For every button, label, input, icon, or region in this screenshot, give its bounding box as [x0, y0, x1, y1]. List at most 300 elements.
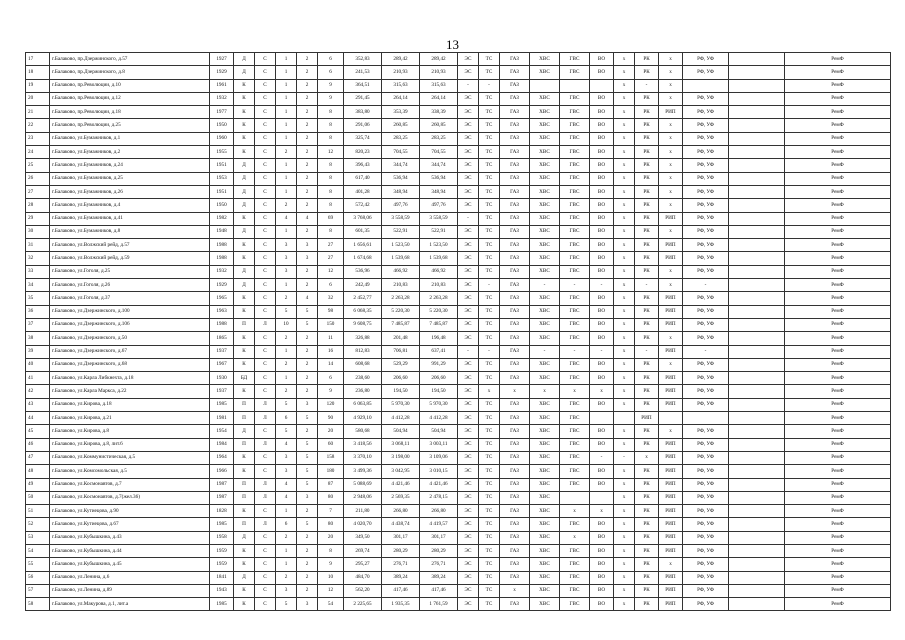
table-cell: х [659, 225, 683, 238]
table-cell: ЭС [458, 318, 479, 331]
table-cell: ВО [590, 438, 614, 451]
table-row [26, 292, 891, 305]
table-cell: 1981 [210, 412, 234, 425]
table-cell: 24 [26, 146, 50, 159]
table-cell: РИП [659, 598, 683, 611]
table-cell [729, 66, 785, 79]
table-cell: Л [255, 518, 276, 531]
table-cell: х [614, 438, 635, 451]
table-cell: ТС [479, 584, 500, 597]
table-cell: ГАЗ [500, 79, 530, 92]
table-cell: г.Балаково, ул.Макурова, д.1, лит.а [50, 598, 210, 611]
table-cell: 32 [26, 252, 50, 265]
table-cell: РК [635, 159, 659, 172]
table-cell: ГВС [560, 212, 590, 225]
table-cell: К [234, 345, 255, 358]
table-cell: 20 [318, 531, 344, 544]
table-cell: х [614, 425, 635, 438]
table-cell: 26 [26, 172, 50, 185]
table-cell: ТС [479, 478, 500, 491]
table-cell: 2 225,65 [344, 598, 382, 611]
table-cell: 4 [276, 491, 297, 504]
table-cell: 210,83 [382, 279, 420, 292]
table-cell: ХВС [530, 372, 560, 385]
table-cell: х [659, 425, 683, 438]
table-cell: 353,39 [382, 106, 420, 119]
table-cell: 389,24 [420, 571, 458, 584]
table-cell: ХВС [530, 212, 560, 225]
table-cell: РФ, УФ [683, 598, 729, 611]
table-cell: 7 [318, 505, 344, 518]
table-cell [729, 252, 785, 265]
table-cell: 280,29 [382, 544, 420, 557]
table-cell: РФ, УФ [683, 544, 729, 557]
table-cell [729, 212, 785, 225]
table-cell: г.Балаково, ул.Кубышкина, д.44 [50, 544, 210, 557]
table-cell: 20 [318, 425, 344, 438]
table-cell: ЭС [458, 265, 479, 278]
table-cell: х [614, 584, 635, 597]
table-cell: ЭС [458, 358, 479, 371]
table-cell: 2 [297, 172, 318, 185]
table-cell: 2 [297, 571, 318, 584]
table-cell: 295,27 [344, 558, 382, 571]
table-cell: РФ, УФ [683, 305, 729, 318]
table-cell: 497,76 [382, 199, 420, 212]
table-cell: РК [635, 265, 659, 278]
table-cell: ГАЗ [500, 332, 530, 345]
table-cell: РК [635, 239, 659, 252]
table-cell: РФ, УФ [683, 491, 729, 504]
table-cell: РК [635, 225, 659, 238]
table-cell: 1984 [210, 438, 234, 451]
table-cell: РК [635, 119, 659, 132]
table-cell: РФ, УФ [683, 252, 729, 265]
table-cell: С [255, 544, 276, 557]
table-cell: 120 [318, 398, 344, 411]
table-cell: РФ, УФ [683, 531, 729, 544]
table-cell: 27 [318, 252, 344, 265]
table-cell: РК [635, 53, 659, 66]
table-cell: 5 [297, 465, 318, 478]
table-cell: ГАЗ [500, 132, 530, 145]
table-cell: 1953 [210, 172, 234, 185]
table-cell: РемФ [785, 212, 891, 225]
table-cell: 5 970,30 [420, 398, 458, 411]
table-cell: 58 [26, 598, 50, 611]
table-cell: С [255, 279, 276, 292]
table-cell: 90 [318, 412, 344, 425]
table-cell: г.Балаково, ул.Кирова, д.18 [50, 398, 210, 411]
table-cell: РК [635, 252, 659, 265]
table-cell: 1988 [210, 252, 234, 265]
table-cell: РФ, УФ [683, 438, 729, 451]
table-cell: РФ, УФ [683, 212, 729, 225]
table-cell: 2 [297, 505, 318, 518]
table-cell: 1958 [210, 531, 234, 544]
table-cell: ВО [590, 465, 614, 478]
table-cell: 536,94 [382, 172, 420, 185]
table-cell: х [614, 505, 635, 518]
table-cell: 383,80 [344, 106, 382, 119]
table-cell: х [614, 185, 635, 198]
table-cell: РК [635, 491, 659, 504]
table-cell [560, 491, 590, 504]
table-cell: ВО [590, 106, 614, 119]
table-cell: г.Балаково, пр.Революции, д.25 [50, 119, 210, 132]
table-cell: 283,25 [382, 132, 420, 145]
table-cell: 1951 [210, 185, 234, 198]
table-cell: г.Балаково, ул.Дзержинского, д.100 [50, 305, 210, 318]
table-cell: г.Балаково, ул.Гоголя, д.26 [50, 279, 210, 292]
table-cell: ВО [590, 598, 614, 611]
table-cell: ХВС [530, 239, 560, 252]
table-cell: ХВС [530, 531, 560, 544]
table-cell: 4 419,57 [420, 518, 458, 531]
table-cell: 6 [318, 53, 344, 66]
table-cell: 5 [276, 425, 297, 438]
table-cell: Л [255, 412, 276, 425]
table-cell: х [560, 385, 590, 398]
table-cell: ЭС [458, 438, 479, 451]
table-cell: ВО [590, 292, 614, 305]
table-cell: 1 [276, 505, 297, 518]
table-cell: 3 [276, 465, 297, 478]
table-cell: 35 [26, 292, 50, 305]
table-cell: ГАЗ [500, 544, 530, 557]
table-cell: 1 [276, 225, 297, 238]
table-cell: С [255, 372, 276, 385]
table-cell: 637,41 [420, 345, 458, 358]
table-cell: 1937 [210, 385, 234, 398]
table-cell [729, 239, 785, 252]
table-cell: х [659, 265, 683, 278]
table-cell: 49 [26, 478, 50, 491]
table-cell: 2 [297, 119, 318, 132]
table-cell: С [255, 119, 276, 132]
table-cell: РК [635, 584, 659, 597]
table-cell: 1950 [210, 119, 234, 132]
table-cell: - [560, 279, 590, 292]
table-cell: 12 [318, 265, 344, 278]
table-cell: 2 [297, 358, 318, 371]
table-cell: 10 [276, 318, 297, 331]
table-cell: х [614, 212, 635, 225]
table-cell: ТС [479, 438, 500, 451]
table-cell: РемФ [785, 531, 891, 544]
table-row [26, 119, 891, 132]
table-cell: РК [635, 305, 659, 318]
table-cell: ЭС [458, 518, 479, 531]
table-cell: 601,35 [344, 225, 382, 238]
table-cell: 2 [297, 279, 318, 292]
table-cell: 194,50 [382, 385, 420, 398]
table-cell: 39 [26, 345, 50, 358]
table-cell: П [234, 438, 255, 451]
table-cell: ХВС [530, 584, 560, 597]
table-cell: г.Балаково, ул.Кирова, д.21 [50, 412, 210, 425]
table-cell: РК [635, 478, 659, 491]
table-cell: ТС [479, 53, 500, 66]
table-cell: х [614, 159, 635, 172]
table-cell: ГАЗ [500, 345, 530, 358]
table-cell: 6 063,85 [344, 398, 382, 411]
table-cell: 2 [276, 571, 297, 584]
table-cell: г.Балаково, ул.Дзержинского, д.68 [50, 358, 210, 371]
table-cell: РК [635, 332, 659, 345]
table-cell: РемФ [785, 66, 891, 79]
table-cell: ГВС [560, 558, 590, 571]
table-cell: 5 [276, 305, 297, 318]
table-cell: 5 [297, 318, 318, 331]
table-row [26, 491, 891, 504]
table-cell: г.Балаково, пр.Революции, д.18 [50, 106, 210, 119]
table-cell: ХВС [530, 558, 560, 571]
table-cell: 8 [318, 119, 344, 132]
table-cell: ГАЗ [500, 358, 530, 371]
table-cell: 608,68 [344, 358, 382, 371]
table-cell: П [234, 412, 255, 425]
table-cell: ТС [479, 146, 500, 159]
table-cell: РемФ [785, 132, 891, 145]
table-cell: РК [635, 292, 659, 305]
table-cell: 8 [318, 544, 344, 557]
table-cell: 19 [26, 79, 50, 92]
table-cell: 5 [297, 412, 318, 425]
table-cell: РК [635, 106, 659, 119]
table-cell: 266,80 [420, 505, 458, 518]
table-cell: К [234, 146, 255, 159]
table-cell: ХВС [530, 332, 560, 345]
table-cell: 704,55 [382, 146, 420, 159]
table-cell: х [500, 584, 530, 597]
table-cell: РК [635, 212, 659, 225]
table-cell: 2 [297, 558, 318, 571]
table-cell: х [659, 279, 683, 292]
table-cell: 1932 [210, 92, 234, 105]
table-cell: 36 [26, 305, 50, 318]
table-cell: РИП [659, 385, 683, 398]
table-cell: РИП [659, 252, 683, 265]
table-cell [729, 292, 785, 305]
table-cell: 1 935,35 [382, 598, 420, 611]
table-row [26, 425, 891, 438]
table-cell: 3 109,06 [420, 451, 458, 464]
table-cell: ХВС [530, 451, 560, 464]
table-cell: 401,28 [344, 185, 382, 198]
table-cell: - [635, 345, 659, 358]
table-cell: РК [635, 598, 659, 611]
table-cell: 7 485,87 [382, 318, 420, 331]
table-cell: РИП [659, 465, 683, 478]
table-cell: ХВС [530, 119, 560, 132]
table-cell [683, 412, 729, 425]
table-cell: 301,17 [382, 531, 420, 544]
table-cell: 3 499,36 [344, 465, 382, 478]
table-cell: 1954 [210, 425, 234, 438]
table-cell: С [255, 292, 276, 305]
table-cell: РФ, УФ [683, 372, 729, 385]
table-row [26, 558, 891, 571]
table-cell: РИП [659, 345, 683, 358]
table-cell: ГАЗ [500, 318, 530, 331]
table-cell: ГВС [560, 292, 590, 305]
table-cell: 344,74 [382, 159, 420, 172]
table-cell: ТС [479, 398, 500, 411]
table-cell: ГАЗ [500, 531, 530, 544]
table-cell: 8 [318, 172, 344, 185]
table-cell: ГАЗ [500, 491, 530, 504]
table-cell: С [255, 172, 276, 185]
table-cell: 315,63 [420, 79, 458, 92]
table-cell: РемФ [785, 79, 891, 92]
table-cell: Д [234, 531, 255, 544]
table-cell: ГАЗ [500, 518, 530, 531]
table-cell: 2 263,28 [382, 292, 420, 305]
table-cell: 3 [276, 265, 297, 278]
table-cell: ЭС [458, 598, 479, 611]
table-cell: 4 020,70 [344, 518, 382, 531]
table-cell: 41 [26, 372, 50, 385]
table-cell: ЭС [458, 385, 479, 398]
table-cell [729, 412, 785, 425]
table-cell: РК [635, 172, 659, 185]
table-cell: ХВС [530, 252, 560, 265]
table-cell: 196,48 [420, 332, 458, 345]
table-cell: х [659, 132, 683, 145]
table-cell: 580,68 [344, 425, 382, 438]
table-cell [729, 584, 785, 597]
table-cell: С [255, 265, 276, 278]
table-row [26, 505, 891, 518]
table-row [26, 146, 891, 159]
table-cell [729, 505, 785, 518]
table-cell: г.Балаково, ул.Кирова, д.8, лит.6 [50, 438, 210, 451]
table-cell: х [659, 172, 683, 185]
housing-register-table [25, 52, 891, 611]
table-cell: ЭС [458, 531, 479, 544]
table-cell: ХВС [530, 132, 560, 145]
table-cell: - [530, 345, 560, 358]
table-cell: 1985 [210, 518, 234, 531]
table-cell: 242,49 [344, 279, 382, 292]
table-cell: ГАЗ [500, 438, 530, 451]
table-cell: РемФ [785, 159, 891, 172]
table-cell: х [614, 385, 635, 398]
table-cell: 1 523,50 [420, 239, 458, 252]
table-cell: Д [234, 199, 255, 212]
table-cell: 34 [26, 279, 50, 292]
table-cell: х [614, 252, 635, 265]
table-cell: 4 412,28 [382, 412, 420, 425]
table-cell: 326,88 [344, 332, 382, 345]
table-cell: - [590, 451, 614, 464]
table-cell: П [234, 318, 255, 331]
table-cell [729, 146, 785, 159]
table-cell: 29 [26, 212, 50, 225]
table-cell: 17 [26, 53, 50, 66]
table-cell: 6 [276, 518, 297, 531]
table-cell: г.Балаково, ул.Карла Маркса, д.22 [50, 385, 210, 398]
table-cell: ЭС [458, 398, 479, 411]
table-cell: х [614, 465, 635, 478]
table-cell: К [234, 465, 255, 478]
table-cell: РФ, УФ [683, 558, 729, 571]
table-cell: ВО [590, 199, 614, 212]
table-cell: 57 [26, 584, 50, 597]
table-cell: 504,94 [382, 425, 420, 438]
table-cell: 1 [276, 159, 297, 172]
table-cell: 42 [26, 385, 50, 398]
table-cell: х [590, 385, 614, 398]
table-cell: г.Балаково, ул.Карла Либкнехта, д.18 [50, 372, 210, 385]
table-cell: 522,91 [382, 225, 420, 238]
table-cell: РИП [635, 412, 659, 425]
table-cell: г.Балаково, ул.Комсомольская, д.5 [50, 465, 210, 478]
table-cell: ЭС [458, 372, 479, 385]
table-cell: РК [635, 358, 659, 371]
table-cell: ТС [479, 106, 500, 119]
table-cell: г.Балаково, ул.Бумажников, д.2 [50, 146, 210, 159]
table-cell [729, 558, 785, 571]
table-cell: ТС [479, 305, 500, 318]
table-cell: 3 003,11 [420, 438, 458, 451]
table-cell: ГВС [560, 146, 590, 159]
table-cell: РФ, УФ [683, 225, 729, 238]
table-cell: х [614, 119, 635, 132]
table-cell: ГАЗ [500, 305, 530, 318]
table-cell: ГАЗ [500, 372, 530, 385]
table-cell: ТС [479, 358, 500, 371]
table-cell: ВО [590, 318, 614, 331]
table-row [26, 199, 891, 212]
table-cell: 1937 [210, 345, 234, 358]
table-cell: РемФ [785, 465, 891, 478]
table-cell: ЭС [458, 571, 479, 584]
table-cell: 3 010,15 [420, 465, 458, 478]
table-cell: 38 [26, 332, 50, 345]
table-cell: ЭС [458, 425, 479, 438]
table-row [26, 518, 891, 531]
table-cell: РК [635, 185, 659, 198]
table-cell: Д [234, 265, 255, 278]
table-cell: БД [234, 372, 255, 385]
table-cell: 1 [276, 92, 297, 105]
table-row [26, 53, 891, 66]
table-row [26, 185, 891, 198]
table-cell: ХВС [530, 491, 560, 504]
table-cell: х [659, 558, 683, 571]
table-cell: 2 [276, 199, 297, 212]
table-cell: 80 [318, 518, 344, 531]
table-cell: 1965 [210, 292, 234, 305]
table-cell: 572,42 [344, 199, 382, 212]
table-cell: ГВС [560, 132, 590, 145]
table-cell: г.Балаково, ул.Бумажников, д.24 [50, 159, 210, 172]
table-cell: 3 068,11 [382, 438, 420, 451]
table-cell: ВО [590, 584, 614, 597]
table-cell: 504,94 [420, 425, 458, 438]
table-cell [729, 372, 785, 385]
table-cell: Д [234, 185, 255, 198]
table-cell: 12 [318, 146, 344, 159]
table-cell: ЭС [458, 279, 479, 292]
table-cell: 3 [276, 252, 297, 265]
table-cell: - [635, 79, 659, 92]
table-cell: ГВС [560, 425, 590, 438]
table-row [26, 106, 891, 119]
table-cell: РФ, УФ [683, 53, 729, 66]
